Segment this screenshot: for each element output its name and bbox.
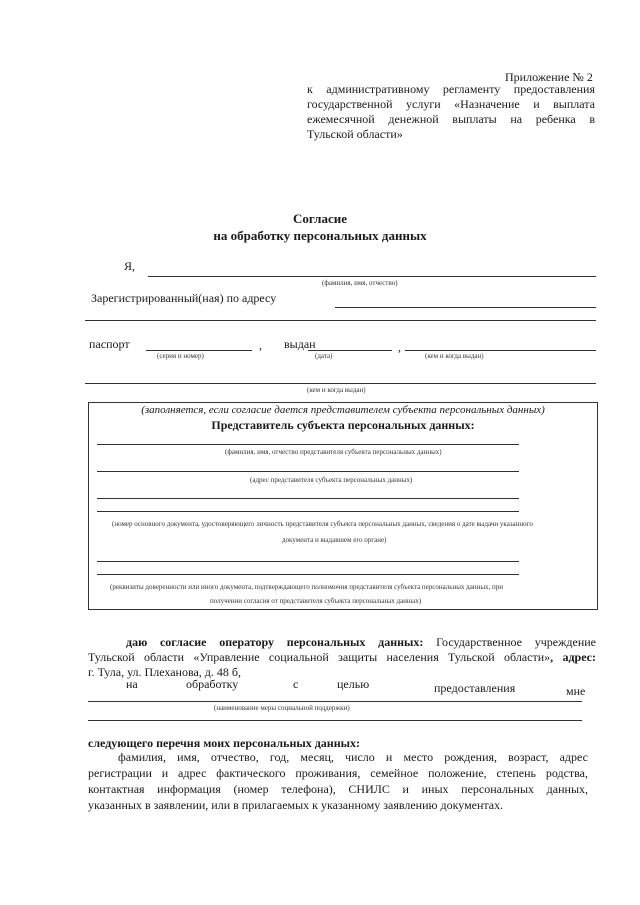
rep-address-caption: (адрес представителя субъекта персональных данных) bbox=[250, 476, 413, 484]
comma-2: , bbox=[398, 340, 401, 354]
rep-power-caption-1: (реквизиты доверенности или иного документа, подтверждающего полномочия представителя субъекта персональных данных, при bbox=[110, 583, 504, 591]
address-line-2 bbox=[85, 320, 596, 321]
consent-address: г. Тула, ул. Плеханова, д. 48 б, bbox=[88, 665, 242, 679]
purpose-word-2: обработку bbox=[186, 677, 239, 691]
issuer-line-2 bbox=[85, 383, 596, 384]
title-consent: Согласие bbox=[293, 211, 347, 226]
purpose-word-3: с bbox=[293, 677, 299, 691]
issuer-caption: (кем и когда выдан) bbox=[425, 352, 484, 360]
purpose-word-1: на bbox=[126, 677, 138, 691]
measure-line-2 bbox=[88, 720, 582, 721]
list-line-4: указанных в заявлении, или в прилагаемых к указанному заявлению документах. bbox=[88, 798, 504, 812]
appendix-line-3: ежемесячной денежной выплаты на ребенка в bbox=[307, 112, 595, 126]
i-label: Я, bbox=[124, 259, 136, 273]
issuer-caption-2: (кем и когда выдан) bbox=[307, 386, 366, 394]
consent-line-1 bbox=[88, 635, 596, 650]
purpose-word-5: предоставления bbox=[434, 681, 516, 695]
registered-label: Зарегистрированный(ная) по адресу bbox=[91, 291, 277, 305]
rep-doc-line-1 bbox=[97, 498, 519, 499]
list-line-2: регистрации и адрес фактического проживания, семейное положение, степень родства, bbox=[88, 766, 588, 780]
measure-caption: (наименование меры социальной поддержки) bbox=[214, 704, 350, 712]
rep-power-line-2 bbox=[97, 574, 519, 575]
appendix-line-1: к административному регламенту предоставления bbox=[307, 82, 595, 96]
rep-fio-caption: (фамилия, имя, отчество представителя субъекта персональных данных) bbox=[225, 448, 442, 456]
purpose-word-6: мне bbox=[566, 684, 586, 698]
consent-line-2 bbox=[88, 650, 596, 665]
rep-power-line-1 bbox=[97, 561, 519, 562]
rep-address-line bbox=[97, 471, 519, 472]
issued-label: выдан bbox=[284, 337, 316, 351]
list-line-1: фамилия, имя, отчество, год, месяц, число и место рождения, возраст, адрес bbox=[118, 750, 588, 764]
rep-power-caption-2: получении согласия от представителя субъекта персональных данных) bbox=[210, 597, 422, 605]
series-caption: (серия и номер) bbox=[157, 352, 204, 360]
address-line-1 bbox=[335, 307, 596, 308]
list-heading: следующего перечня моих персональных данных: bbox=[88, 736, 361, 750]
comma-1: , bbox=[259, 338, 262, 352]
passport-label: паспорт bbox=[89, 337, 130, 351]
representative-heading: Представитель субъекта персональных данных: bbox=[211, 418, 475, 432]
purpose-word-4: целью bbox=[337, 677, 370, 691]
appendix-line-4: Тульской области» bbox=[307, 127, 403, 141]
consent-org-line2: Тульской области «Управление социальной защиты населения Тульской области» bbox=[88, 650, 551, 664]
fio-caption: (фамилия, имя, отчество) bbox=[322, 279, 398, 287]
representative-note: (заполняется, если согласие дается представителем субъекта персональных данных) bbox=[141, 404, 545, 416]
measure-line bbox=[88, 701, 582, 702]
consent-bold-text: даю согласие оператору персональных данных: bbox=[126, 635, 424, 649]
issue-date-line bbox=[308, 350, 392, 351]
consent-address-label: , адрес: bbox=[550, 650, 597, 664]
rep-doc-caption-1: (номер основного документа, удостоверяющего личность представителя субъекта персональных данных, сведения о дате выдачи указанного bbox=[112, 520, 533, 528]
rep-fio-line bbox=[97, 444, 519, 445]
fio-line bbox=[148, 276, 596, 277]
issuer-line bbox=[405, 350, 596, 351]
list-line-3: контактная информация (номер телефона), СНИЛС и иных персональных данных, bbox=[88, 782, 588, 796]
title-subtitle: на обработку персональных данных bbox=[213, 228, 427, 243]
passport-series-line bbox=[146, 350, 252, 351]
rep-doc-caption-2: документа и выдавшем его органе) bbox=[282, 536, 387, 544]
representative-box bbox=[88, 402, 598, 610]
rep-doc-line-2 bbox=[97, 511, 519, 512]
appendix-line-2: государственной услуги «Назначение и выплата bbox=[307, 97, 595, 111]
consent-org-part: Государственное учреждение bbox=[423, 635, 596, 649]
appendix-number: Приложение № 2 bbox=[505, 70, 593, 84]
date-caption: (дата) bbox=[315, 352, 333, 360]
